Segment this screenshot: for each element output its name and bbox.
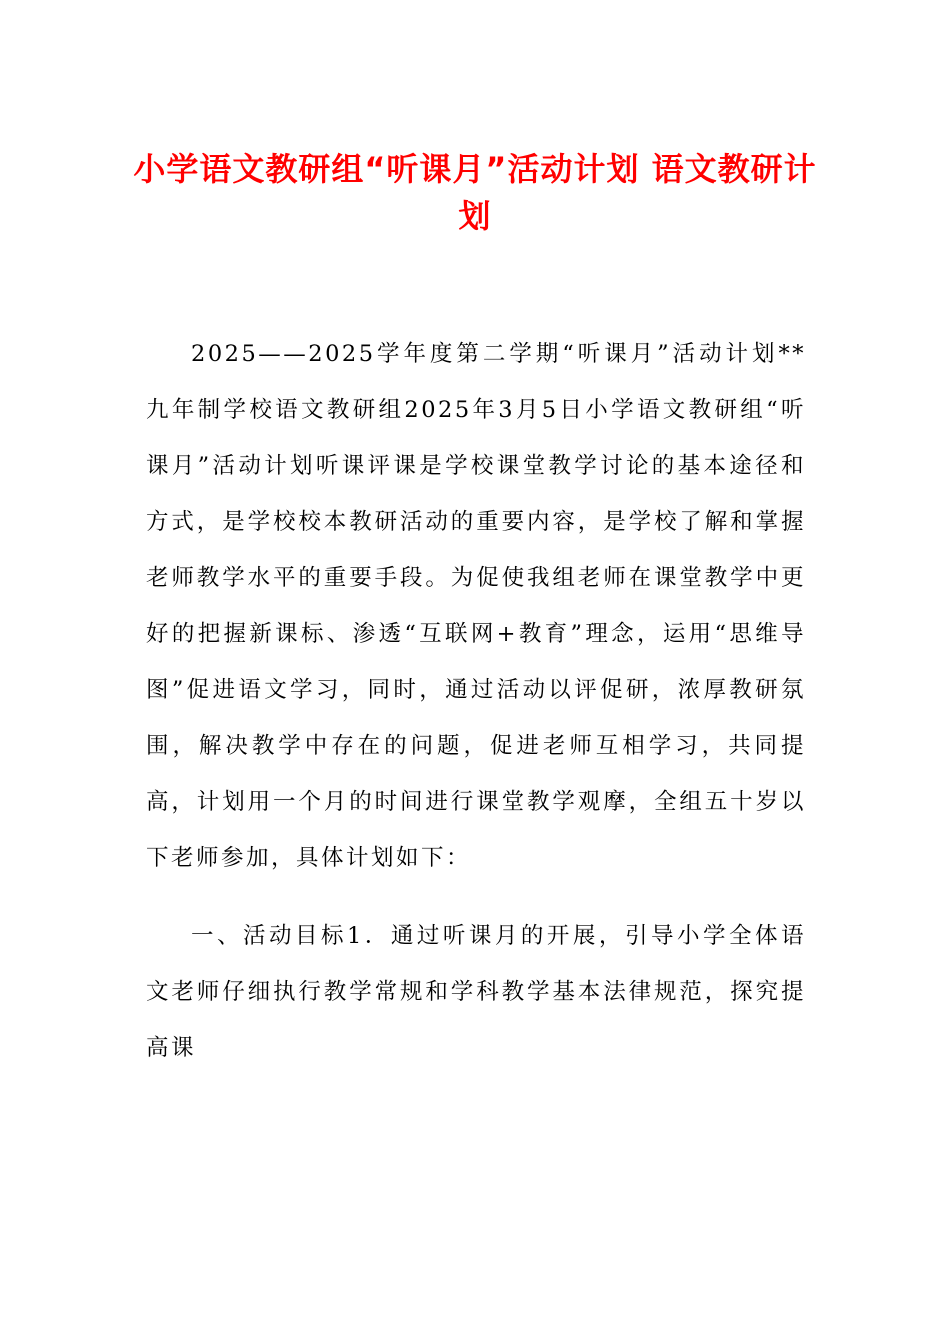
paragraph: 2025——2025学年度第二学期“听课月”活动计划**九年制学校语文教研组2025年3月5日小学语文教研组“听课月”活动计划听课评课是学校课堂教学讨论的基本途径和方式，是学校校本教研活动的重要内容，是学校了解和掌握老师教学水平的重要手段。为促使我组老师在课堂教学中更好的把握新课标、渗透“互联网+教育”理念，运用“思维导图”促进语文学习，同时，通过活动以评促研，浓厚教研氛围，解决教学中存在的问题，促进老师互相学习，共同提高，计划用一个月的时间进行课堂教学观摩，全组五十岁以下老师参加，具体计划如下：: [146, 341, 806, 871]
document-body: [146, 326, 806, 1076]
paragraph: 一、活动目标1．通过听课月的开展，引导小学全体语文老师仔细执行教学常规和学科教学基本法律规范，探究提高课: [146, 923, 806, 1061]
document-title: 小学语文教研组“听课月”活动计划 语文教研计划: [133, 150, 817, 235]
